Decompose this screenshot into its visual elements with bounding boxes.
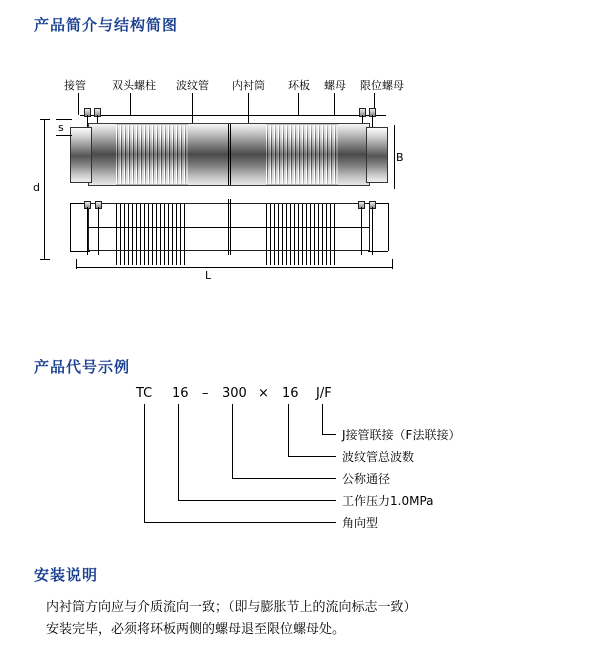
code-part-2: – bbox=[202, 386, 209, 401]
callout-label-0: 接管 bbox=[64, 79, 86, 92]
product-code-diagram bbox=[0, 380, 600, 540]
flange-left-bottom-edge bbox=[70, 203, 71, 251]
code-line-0 bbox=[322, 404, 323, 434]
code-line-1 bbox=[288, 404, 289, 456]
stud-bottom-right-2 bbox=[372, 207, 373, 255]
stud-bottom-left-1 bbox=[87, 207, 88, 255]
code-part-4: × bbox=[258, 386, 269, 401]
dim-d-tick-top bbox=[40, 119, 50, 120]
dim-B-line bbox=[394, 125, 395, 189]
ring-plate-line-right bbox=[230, 124, 231, 185]
callout-label-5: 螺母 bbox=[324, 79, 346, 92]
code-part-3: 300 bbox=[222, 386, 247, 401]
structure-diagram bbox=[0, 55, 600, 295]
code-line-4 bbox=[144, 404, 145, 522]
callout-label-2: 波纹管 bbox=[176, 79, 209, 92]
stud-bottom-left-2 bbox=[98, 207, 99, 255]
callout-label-6: 限位螺母 bbox=[360, 79, 404, 92]
code-line-2 bbox=[232, 404, 233, 478]
code-note-0: J接管联接（F法联接） bbox=[342, 428, 461, 442]
callout-label-1: 双头螺柱 bbox=[112, 79, 156, 92]
code-part-1: 16 bbox=[172, 386, 189, 401]
leader-line-5 bbox=[334, 93, 335, 115]
ring-plate-bottom-right bbox=[230, 199, 231, 255]
code-note-1: 波纹管总波数 bbox=[342, 450, 415, 464]
bottom-center-line bbox=[88, 227, 370, 228]
dim-L-line bbox=[76, 267, 392, 268]
leader-line-4 bbox=[298, 93, 299, 115]
code-conn-1 bbox=[288, 456, 336, 457]
ring-plate-bottom-left bbox=[228, 199, 229, 255]
installation-line-1: 内衬筒方向应与介质流向一致；（即与膨胀节上的流向标志一致） bbox=[46, 600, 417, 615]
stud-right-2 bbox=[372, 115, 373, 127]
code-part-5: 16 bbox=[282, 386, 299, 401]
dim-d-line bbox=[44, 119, 45, 259]
section-title-installation: 安装说明 bbox=[34, 567, 99, 584]
code-part-6: J/F bbox=[316, 386, 332, 401]
top-reference-line bbox=[80, 115, 386, 116]
ring-plate-line-left bbox=[228, 124, 229, 185]
dim-s-tick-top bbox=[56, 119, 72, 120]
dim-label-B: B bbox=[396, 151, 404, 164]
section-title-code-example: 产品代号示例 bbox=[34, 359, 131, 376]
dim-L-tick-right bbox=[392, 259, 393, 269]
flange-right-bottom-bot bbox=[368, 251, 388, 252]
bellow-right-top bbox=[266, 124, 338, 185]
leader-line-1 bbox=[130, 93, 131, 115]
code-conn-0 bbox=[322, 434, 336, 435]
installation-line-2: 安装完毕，必须将环板两侧的螺母退至限位螺母处。 bbox=[46, 622, 346, 637]
code-conn-3 bbox=[178, 500, 336, 501]
bellow-left-top bbox=[116, 124, 188, 185]
code-conn-2 bbox=[232, 478, 336, 479]
callout-label-3: 内衬筒 bbox=[232, 79, 265, 92]
dim-s-tick-bottom bbox=[56, 135, 72, 136]
dim-d-tick-bottom bbox=[40, 259, 50, 260]
code-note-4: 角向型 bbox=[342, 516, 379, 530]
flange-right bbox=[366, 127, 388, 183]
dim-label-s: s bbox=[58, 121, 64, 134]
flange-left bbox=[70, 127, 92, 183]
code-note-2: 公称通径 bbox=[342, 472, 391, 486]
flange-right-bottom-edge bbox=[388, 203, 389, 251]
bellow-left-bottom-ext bbox=[116, 251, 188, 265]
callout-label-4: 环板 bbox=[288, 79, 310, 92]
dim-label-L: L bbox=[205, 269, 212, 282]
leader-line-0 bbox=[78, 93, 79, 115]
dim-L-tick-left bbox=[76, 259, 77, 269]
code-line-3 bbox=[178, 404, 179, 500]
code-part-0: TC bbox=[136, 386, 153, 401]
bellow-right-bottom-ext bbox=[266, 251, 338, 265]
stud-bottom-right-1 bbox=[361, 207, 362, 255]
section-title-product-intro: 产品简介与结构简图 bbox=[34, 17, 179, 34]
code-conn-4 bbox=[144, 522, 336, 523]
dim-label-d: d bbox=[33, 181, 40, 194]
code-note-3: 工作压力1.0MPa bbox=[342, 494, 434, 508]
